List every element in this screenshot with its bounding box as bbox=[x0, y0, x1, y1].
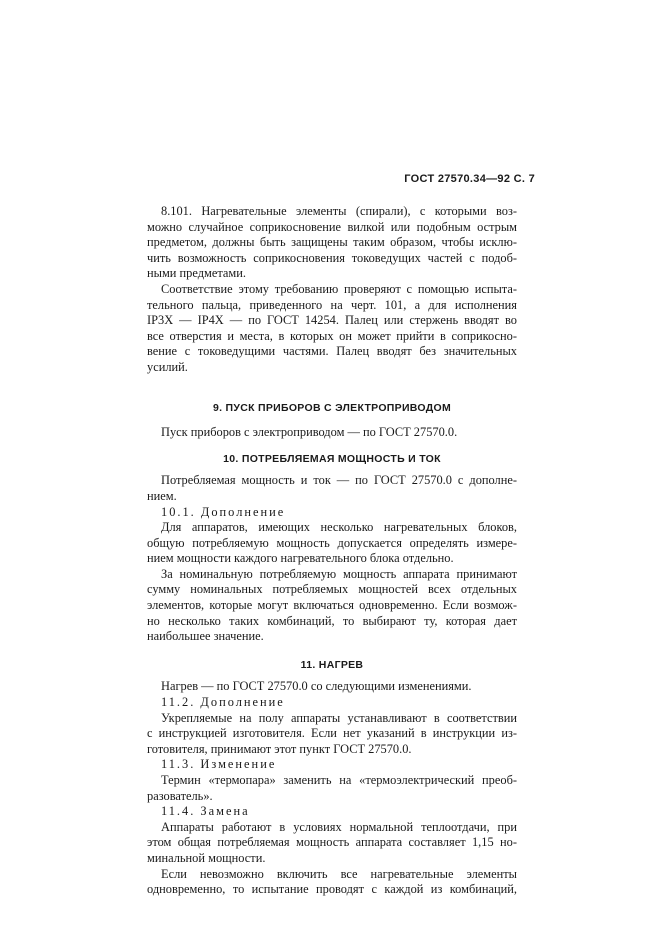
text-line: Нагрев — по ГОСТ 27570.0 со следующими изменениями. bbox=[161, 679, 472, 694]
text-line: минальной мощности. bbox=[147, 850, 266, 865]
text-line: Для аппаратов, имеющих несколько нагревательных блоков, bbox=[161, 520, 517, 535]
document-body bbox=[147, 204, 517, 898]
paragraph-11-2 bbox=[147, 711, 517, 758]
paragraph-11-3 bbox=[147, 773, 517, 804]
paragraph-9 bbox=[147, 425, 517, 441]
text-line: наибольшее значение. bbox=[147, 629, 264, 644]
text-line: одновременно, то испытание проводят с каждой из комбинаций, bbox=[147, 882, 517, 897]
text-line: Укрепляемые на полу аппараты устанавливают в соответствии bbox=[161, 710, 517, 725]
paragraph-11-4b bbox=[147, 867, 517, 898]
text-line: вение с токоведущими частями. Палец вводят без значительных bbox=[147, 344, 517, 359]
text-line: сумму номинальных потребляемых мощностей всех отдельных bbox=[147, 582, 517, 597]
paragraph-10-intro bbox=[147, 473, 517, 504]
text-line: этом общая потребляемая мощность аппарата составляет 1,15 но- bbox=[147, 835, 517, 850]
text-line: чить возможность соприкосновения токоведущих частей с подоб- bbox=[147, 250, 517, 265]
text-line: Пуск приборов с электроприводом — по ГОСТ 27570.0. bbox=[161, 425, 458, 440]
text-line: ными предметами. bbox=[147, 266, 246, 281]
subsection-11-3 bbox=[147, 757, 517, 773]
text-line: Аппараты работают в условиях нормальной теплоотдачи, при bbox=[161, 819, 517, 834]
text-line: тельного пальца, приведенного на черт. 101, а для исполнения bbox=[147, 297, 517, 312]
text-line: нием мощности каждого нагревательного блока отдельно. bbox=[147, 551, 454, 566]
text-line: все отверстия и места, в которых он может прийти в соприкосно- bbox=[147, 328, 517, 343]
paragraph-11-intro bbox=[147, 679, 517, 695]
text-line: Соответствие этому требованию проверяют с помощью испыта- bbox=[161, 281, 517, 296]
subsection-title: 11.2. Дополнение bbox=[161, 695, 285, 710]
text-line: с инструкцией изготовителя. Если нет указаний в инструкции из- bbox=[147, 726, 517, 741]
text-line: предметом, должны быть защищены таким образом, чтобы исклю- bbox=[147, 235, 517, 250]
text-line: Если невозможно включить все нагревательные элементы bbox=[161, 866, 517, 881]
section-heading-10: 10. ПОТРЕБЛЯЕМАЯ МОЩНОСТЬ И ТОК bbox=[223, 452, 441, 465]
text-line: готовителя, принимают этот пункт ГОСТ 27570.0. bbox=[147, 741, 412, 756]
text-line: разователь». bbox=[147, 788, 213, 803]
paragraph-10-1a bbox=[147, 520, 517, 567]
subsection-11-4 bbox=[147, 804, 517, 820]
text-line: общую потребляемую мощность допускается определять измере- bbox=[147, 535, 517, 550]
subsection-11-2 bbox=[147, 695, 517, 711]
text-line: За номинальную потребляемую мощность аппарата принимают bbox=[161, 566, 517, 581]
paragraph-10-1b bbox=[147, 567, 517, 645]
running-head: ГОСТ 27570.34—92 С. 7 bbox=[404, 173, 535, 185]
text-line: нием. bbox=[147, 488, 177, 503]
text-line: элементов, которые могут включаться одновременно. Если возмож- bbox=[147, 598, 517, 613]
subsection-10-1 bbox=[147, 505, 517, 521]
section-heading-11: 11. НАГРЕВ bbox=[300, 658, 364, 671]
subsection-title: 10.1. Дополнение bbox=[161, 504, 286, 519]
section-heading-9: 9. ПУСК ПРИБОРОВ С ЭЛЕКТРОПРИВОДОМ bbox=[212, 401, 452, 414]
text-line: IP3X — IP4X — по ГОСТ 14254. Палец или стержень вводят во bbox=[147, 313, 517, 328]
paragraph-8-101 bbox=[147, 204, 517, 282]
text-line: 8.101. Нагревательные элементы (спирали), с которыми воз- bbox=[161, 204, 517, 218]
text-line: но несколько таких комбинаций, то выбирают ту, которая дает bbox=[147, 613, 517, 628]
text-line: Термин «термопара» заменить на «термоэлектрический преоб- bbox=[161, 773, 517, 787]
subsection-title: 11.3. Изменение bbox=[161, 757, 277, 772]
paragraph-check bbox=[147, 282, 517, 376]
text-line: усилий. bbox=[147, 359, 188, 374]
subsection-title: 11.4. Замена bbox=[161, 804, 250, 819]
paragraph-11-4a bbox=[147, 820, 517, 867]
text-line: Потребляемая мощность и ток — по ГОСТ 27570.0 с дополне- bbox=[161, 473, 517, 488]
text-line: можно случайное соприкосновение вилкой или подобным острым bbox=[147, 219, 517, 234]
